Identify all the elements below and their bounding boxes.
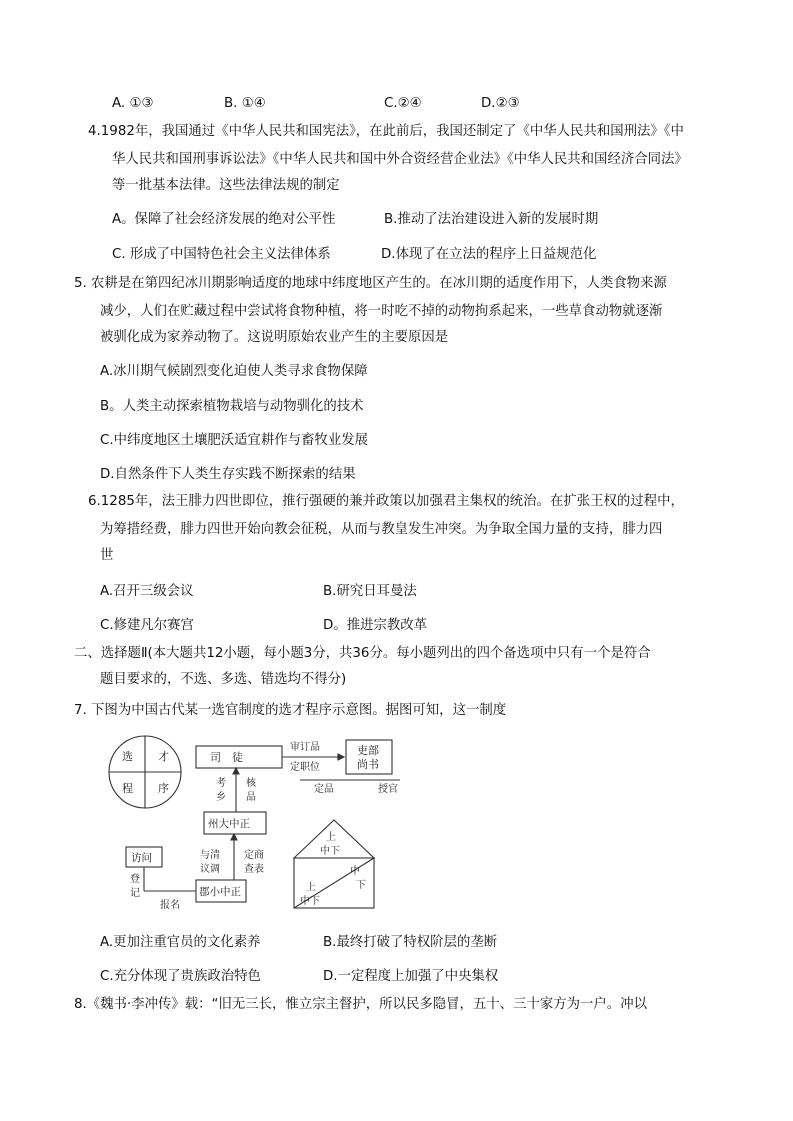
q7-option-b: B.最终打破了特权阶层的垄断 (323, 935, 498, 950)
q6-stem-line-3: 世 (100, 548, 114, 563)
q4-stem-line-3: 等一批基本法律。这些法律法规的制定 (112, 178, 340, 193)
baoming-label: 报名 (160, 900, 180, 911)
q3-option-b: B. ①④ (224, 96, 266, 111)
q6-option-d: D。推进宗教改革 (323, 618, 428, 633)
dengji-label-2: 记 (130, 888, 140, 899)
grade-upper-2: 下 (356, 880, 366, 891)
shending-label-1: 审订品 (290, 742, 320, 753)
q4-stem-line-1: 4.1982年，我国通过《中华人民共和国宪法》，在此前后，我国还制定了《中华人民共和国刑法》《中 (88, 124, 684, 139)
yuqing-label-2: 议调 (200, 864, 220, 875)
kaoxiang-label-2: 乡 (216, 792, 226, 803)
q5-option-c: C.中纬度地区土壤肥沃适宜耕作与畜牧业发展 (100, 433, 369, 448)
q4-option-d: D.体现了在立法的程序上日益规范化 (381, 247, 597, 262)
kaoxiang-label-1: 考 (216, 778, 226, 789)
fangwen-label: 访问 (131, 852, 152, 864)
q5-option-b: B。人类主动探索植物栽培与动物驯化的技术 (100, 399, 364, 414)
q5-stem-line-3: 被驯化成为家养动物了。这说明原始农业产生的主要原因是 (100, 330, 449, 345)
q3-option-a: A. ①③ (112, 96, 154, 111)
q5-stem-line-2: 减少，人们在贮藏过程中尝试将食物种植，将一时吃不掉的动物拘系起来，一些草食动物就逐渐 (100, 304, 663, 319)
junxiao-label: 郡小中正 (199, 886, 241, 898)
q4-stem-line-2: 华人民共和国刑事诉讼法》《中华人民共和国中外合资经营企业法》《中华人民共和国经济合同法》 (112, 152, 688, 167)
zhou-label: 州大中正 (208, 818, 250, 830)
grade-roof-bottom: 中下 (320, 846, 340, 857)
q7-stem: 7. 下图为中国古代某一选官制度的选才程序示意图。据图可知，这一制度 (74, 703, 507, 718)
q7-option-d: D.一定程度上加强了中央集权 (323, 969, 499, 984)
section2-heading-line-2: 题目要求的，不选、多选、错选均不得分) (100, 672, 347, 687)
hepin-label-2: 品 (246, 792, 256, 803)
shending-label-2: 定职位 (290, 762, 320, 773)
q6-option-c: C.修建凡尔赛宫 (100, 618, 194, 633)
dingpin-label: 定品 (314, 784, 334, 795)
dingshang-label-2: 查表 (244, 864, 264, 875)
q7-option-a: A.更加注重官员的文化素养 (100, 935, 261, 950)
shouguan-label: 授官 (378, 784, 398, 795)
q7-selection-diagram (100, 730, 420, 915)
hepin-label-1: 核 (246, 778, 256, 789)
q8-stem: 8.《魏书·李冲传》载：“旧无三长，惟立宗主督护，所以民多隐冒，五十、三十家方为一户。冲以 (74, 997, 647, 1012)
q5-option-d: D.自然条件下人类生存实践不断探索的结果 (100, 467, 356, 482)
q6-option-b: B.研究日耳曼法 (323, 584, 417, 599)
circle-label-3: 程 (122, 782, 133, 795)
libu-label-1: 吏部 (357, 744, 379, 757)
q5-option-a: A.冰川期气候剧烈变化迫使人类寻求食物保障 (100, 364, 368, 379)
q6-stem-line-2: 为筹措经费，腓力四世开始向教会征税，从而与教皇发生冲突。为争取全国力量的支持，腓力四 (100, 522, 663, 537)
q6-option-a: A.召开三级会议 (100, 584, 194, 599)
dengji-label-1: 登 (130, 874, 140, 885)
dingshang-label-1: 定商 (244, 850, 264, 861)
grade-upper-1: 中 (350, 866, 360, 877)
circle-label-4: 序 (158, 782, 169, 795)
q7-option-c: C.充分体现了贵族政治特色 (100, 969, 261, 984)
q4-option-c: C. 形成了中国特色社会主义法律体系 (112, 247, 331, 262)
libu-label-2: 尚书 (357, 758, 379, 771)
situ-label: 司 徒 (210, 751, 243, 764)
q5-stem-line-1: 5. 农耕是在第四纪冰川期影响适度的地球中纬度地区产生的。在冰川期的适度作用下，人类食物来源 (74, 276, 667, 291)
grade-lower-top: 上 (306, 882, 316, 893)
grade-lower-bottom: 中下 (300, 896, 320, 907)
q4-option-b: B.推动了法治建设进入新的发展时期 (384, 212, 599, 227)
q3-option-c: C.②④ (384, 96, 422, 111)
section2-heading-line-1: 二、选择题Ⅱ(本大题共12小题，每小题3分，共36分。每小题列出的四个备选项中只有一个是符合 (74, 646, 651, 661)
q4-option-a: A。保障了社会经济发展的绝对公平性 (112, 212, 336, 227)
grade-roof-top: 上 (326, 832, 336, 843)
circle-label-2: 才 (158, 750, 169, 763)
q6-stem-line-1: 6.1285年，法王腓力四世即位，推行强硬的兼并政策以加强君主集权的统治。在扩张王权的过程中， (88, 494, 684, 509)
yuqing-label-1: 与清 (200, 850, 220, 861)
q3-option-d: D.②③ (481, 96, 520, 111)
circle-label-1: 选 (122, 750, 133, 763)
